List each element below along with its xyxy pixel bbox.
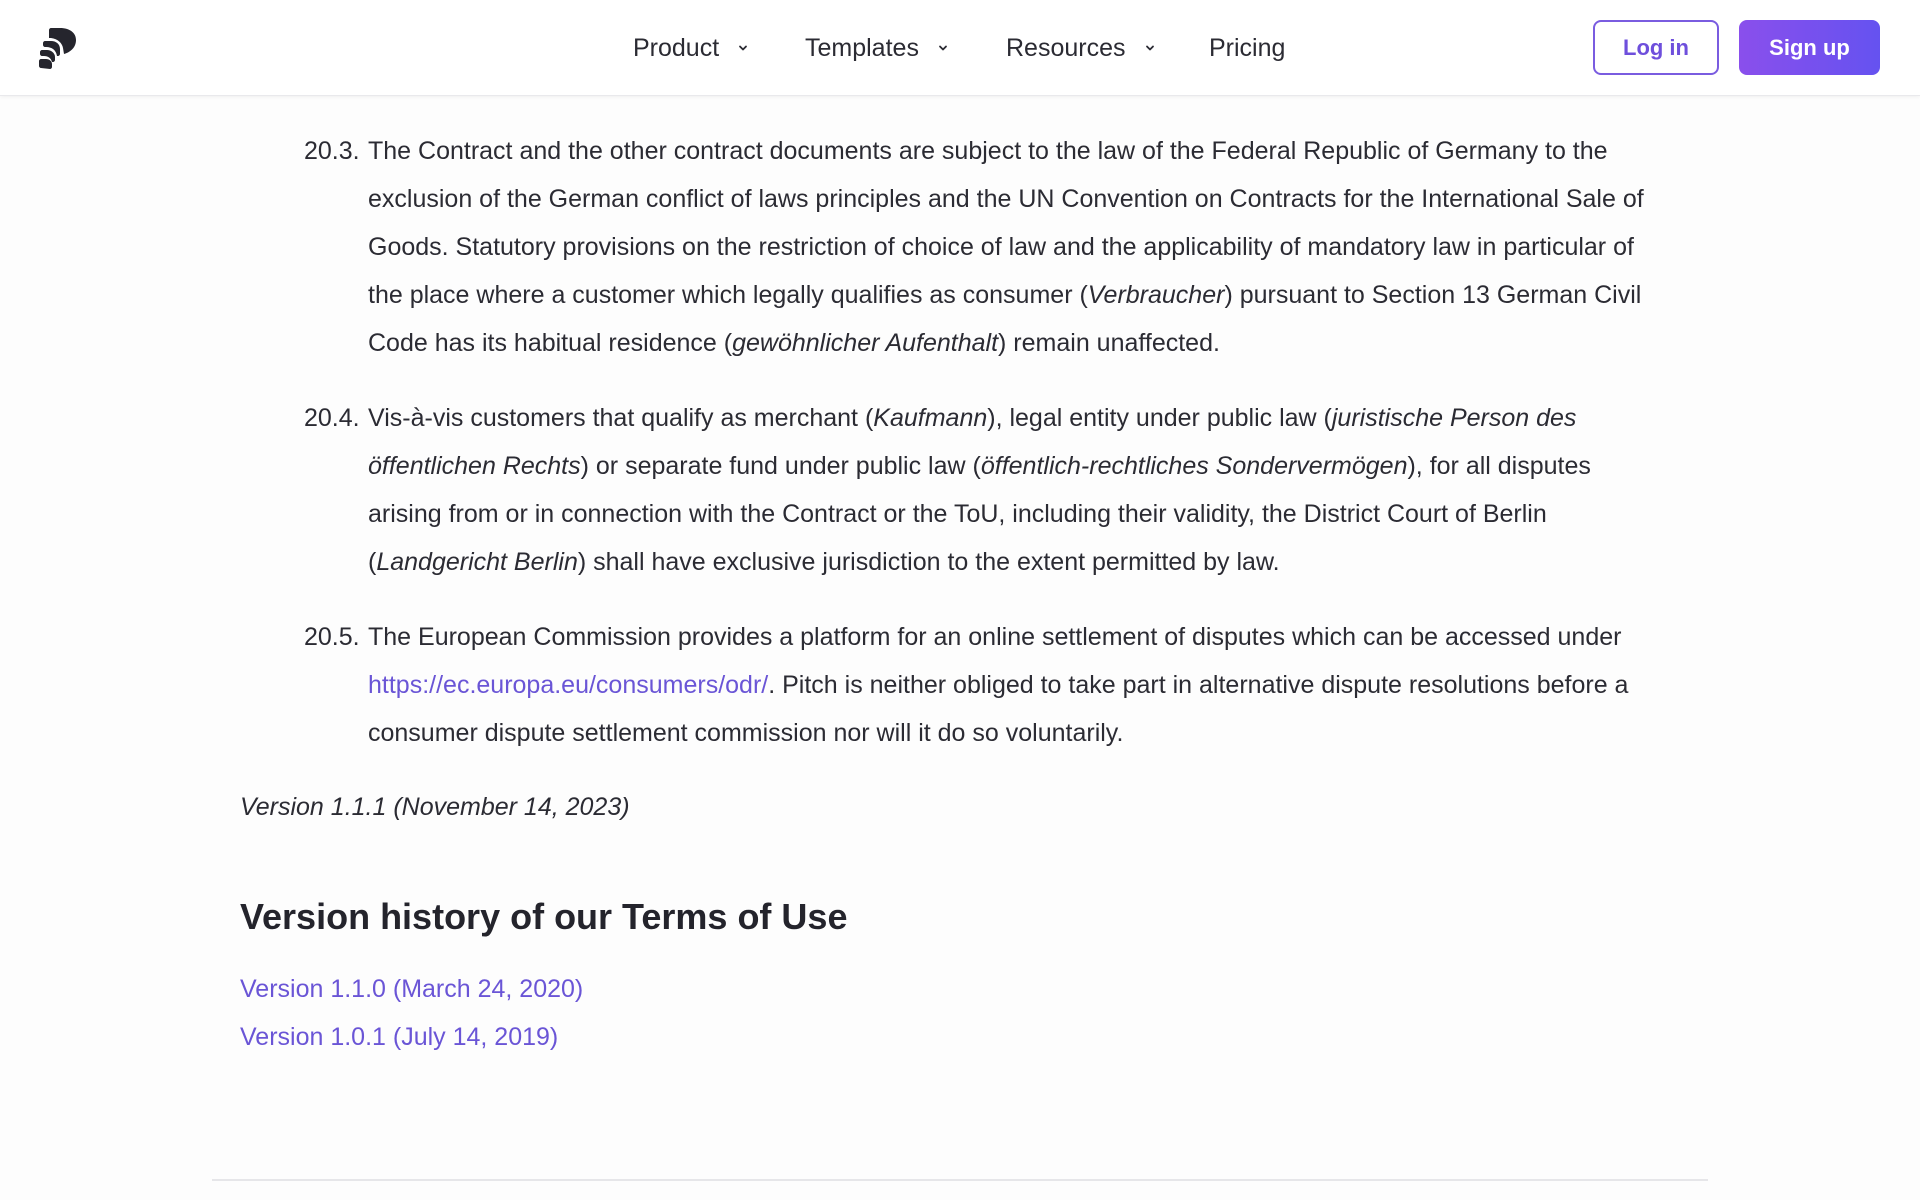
- clause-line: [368, 394, 1708, 442]
- clause-text-segment: ) remain unaffected.: [998, 329, 1220, 357]
- nav-product[interactable]: [633, 33, 749, 63]
- version-history-title: Version history of our Terms of Use: [240, 896, 848, 937]
- nav-templates[interactable]: [805, 33, 949, 63]
- clause-number: 20.3.: [304, 137, 360, 165]
- clause-text-segment: ) shall have exclusive jurisdiction to the extent permitted by law.: [577, 548, 1280, 576]
- login-button[interactable]: Log in: [1593, 20, 1719, 75]
- nav-product-label: Product: [633, 33, 720, 62]
- german-term: juristische Person des: [1331, 404, 1577, 432]
- nav-resources[interactable]: [1006, 33, 1156, 63]
- german-term: öffentlichen Rechts: [368, 452, 581, 480]
- nav-pricing-label: Pricing: [1209, 33, 1286, 62]
- clause-line: [368, 319, 1708, 367]
- clause-text-segment: The Contract and the other contract documents are subject to the law of the Federal Republic of Germany to the: [368, 137, 1608, 165]
- footer-divider: [212, 1179, 1708, 1181]
- clause-text-segment: The European Commission provides a platform for an online settlement of disputes which can be accessed under: [368, 623, 1622, 651]
- clause-text-segment: ) or separate fund under public law (: [580, 452, 981, 480]
- clause-text: [368, 394, 1708, 586]
- nav-templates-label: Templates: [805, 33, 919, 62]
- signup-button[interactable]: Sign up: [1739, 20, 1880, 75]
- german-term: Kaufmann: [873, 404, 988, 432]
- clause-text-segment: exclusion of the German conflict of laws principles and the UN Convention on Contracts for the International Sale of: [368, 185, 1644, 213]
- clause-text: [368, 127, 1708, 367]
- version-history-link[interactable]: Version 1.1.0 (March 24, 2020): [240, 975, 584, 1003]
- chevron-down-icon: [1144, 42, 1156, 54]
- clause-text-segment: Code has its habitual residence (: [368, 329, 733, 357]
- clause-line: [368, 127, 1708, 175]
- clause-text-segment: consumer dispute settlement commission nor will it do so voluntarily.: [368, 719, 1124, 747]
- nav-pricing[interactable]: [1209, 33, 1285, 63]
- clause-line: [368, 538, 1708, 586]
- clause-number: 20.5.: [304, 623, 360, 651]
- clause-line: [368, 223, 1708, 271]
- clause-number: 20.4.: [304, 404, 360, 432]
- chevron-down-icon: [737, 42, 749, 54]
- clause-text-segment: . Pitch is neither obliged to take part in alternative dispute resolutions before a: [768, 671, 1629, 699]
- odr-link[interactable]: https://ec.europa.eu/consumers/odr/: [368, 671, 769, 699]
- clause-text-segment: ), for all disputes: [1407, 452, 1591, 480]
- clause-line: [368, 490, 1708, 538]
- site-header: [0, 0, 1920, 96]
- current-version: Version 1.1.1 (November 14, 2023): [240, 793, 630, 821]
- clause-line: [368, 709, 1708, 757]
- clause-text: [368, 613, 1708, 757]
- german-term: gewöhnlicher Aufenthalt: [732, 329, 999, 357]
- clause-text-segment: Vis-à-vis customers that qualify as merchant (: [368, 404, 874, 432]
- chevron-down-icon: [937, 42, 949, 54]
- pitch-logo-icon[interactable]: [38, 28, 78, 70]
- clause-line: [368, 661, 1708, 709]
- german-term: Landgericht Berlin: [376, 548, 578, 576]
- version-history-link[interactable]: Version 1.0.1 (July 14, 2019): [240, 1023, 559, 1051]
- clause-line: [368, 442, 1708, 490]
- clause-line: [368, 271, 1708, 319]
- clause-text-segment: the place where a customer which legally qualifies as consumer (: [368, 281, 1088, 309]
- clause-text-segment: ) pursuant to Section 13 German Civil: [1224, 281, 1642, 309]
- german-term: öffentlich-rechtliches Sondervermögen: [980, 452, 1408, 480]
- clause-text-segment: Goods. Statutory provisions on the restriction of choice of law and the applicability of mandatory law in particular of: [368, 233, 1634, 261]
- clause-line: [368, 613, 1708, 661]
- german-term: Verbraucher: [1087, 281, 1225, 309]
- clause-text-segment: ), legal entity under public law (: [987, 404, 1332, 432]
- clause-line: [368, 175, 1708, 223]
- clause-text-segment: (: [368, 548, 377, 576]
- nav-resources-label: Resources: [1006, 33, 1126, 62]
- clause-text-segment: arising from or in connection with the Contract or the ToU, including their validity, the District Court of Berlin: [368, 500, 1547, 528]
